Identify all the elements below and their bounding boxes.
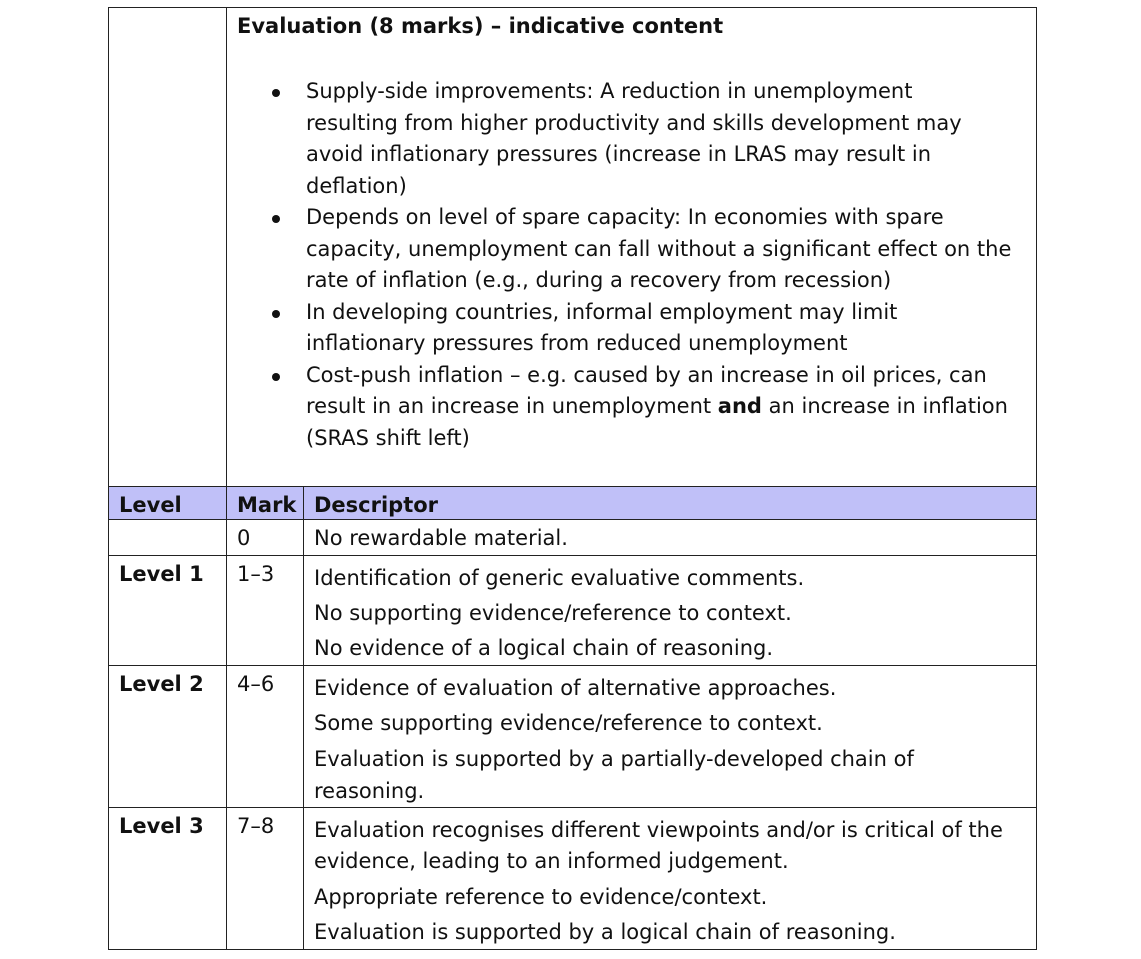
row-0-mark: 0 <box>237 526 251 550</box>
bullet-line: In developing countries, informal employment may limit <box>306 299 898 324</box>
border-right <box>1036 7 1037 950</box>
bullet-line: capacity, unemployment can fall without a significant effect on the <box>306 236 1012 261</box>
row-3-descriptor-line: Appropriate reference to evidence/context. <box>314 885 768 909</box>
divider-level-mark <box>226 7 227 950</box>
bullet-item <box>306 297 1031 360</box>
row-2-level: Level 2 <box>119 672 204 696</box>
row-1-mark: 1–3 <box>237 562 275 586</box>
header-descriptor: Descriptor <box>314 493 439 517</box>
row-2-descriptor-line: Evidence of evaluation of alternative approaches. <box>314 676 837 700</box>
bullet-bold-text: and <box>717 394 762 418</box>
section-title: Evaluation (8 marks) – indicative content <box>237 14 724 38</box>
border-bottom <box>108 949 1037 950</box>
row-3-descriptor-line: Evaluation recognises different viewpoints and/or is critical of the <box>314 818 1003 842</box>
divider-content-header <box>108 486 1037 487</box>
bullet-line: Cost-push inflation – e.g. caused by an increase in oil prices, can <box>306 362 987 387</box>
bullet-icon <box>272 215 280 223</box>
border-left <box>108 7 109 950</box>
bullet-icon <box>272 310 280 318</box>
border-top <box>108 7 1037 8</box>
bullet-icon <box>272 373 280 381</box>
bullet-line: deflation) <box>306 173 407 198</box>
row-3-descriptor-line: Evaluation is supported by a logical chain of reasoning. <box>314 920 896 944</box>
divider-row0-row1 <box>108 555 1037 556</box>
divider-row1-row2 <box>108 665 1037 666</box>
row-3-mark: 7–8 <box>237 814 275 838</box>
bullet-text: result in an increase in unemployment <box>306 394 718 418</box>
bullet-item <box>306 76 1031 202</box>
bullet-line: Depends on level of spare capacity: In economies with spare <box>306 205 944 229</box>
indicative-content-list <box>306 76 1031 454</box>
divider-row2-row3 <box>108 807 1037 808</box>
row-2-mark: 4–6 <box>237 672 275 696</box>
row-0-descriptor: No rewardable material. <box>314 526 568 550</box>
row-3-descriptor-line: evidence, leading to an informed judgement. <box>314 849 789 873</box>
row-1-descriptor-line: Identification of generic evaluative comments. <box>314 566 805 590</box>
header-level: Level <box>119 493 182 517</box>
bullet-line: (SRAS shift left) <box>306 425 470 450</box>
row-2-descriptor-line: reasoning. <box>314 779 425 803</box>
bullet-line: resulting from higher productivity and skills development may <box>306 110 962 135</box>
bullet-line: inflationary pressures from reduced unemployment <box>306 331 848 355</box>
bullet-line: avoid inflationary pressures (increase in LRAS may result in <box>306 142 932 166</box>
row-1-descriptor-line: No supporting evidence/reference to context. <box>314 601 792 625</box>
bullet-item <box>306 202 1031 297</box>
row-2-descriptor-line: Evaluation is supported by a partially-developed chain of <box>314 747 914 771</box>
bullet-line: Supply-side improvements: A reduction in unemployment <box>306 79 913 103</box>
bullet-item <box>306 360 1031 455</box>
bullet-line: rate of inflation (e.g., during a recovery from recession) <box>306 268 892 292</box>
header-mark: Mark <box>237 493 297 517</box>
row-1-level: Level 1 <box>119 562 204 586</box>
row-2-descriptor-line: Some supporting evidence/reference to context. <box>314 711 823 735</box>
row-1-descriptor-line: No evidence of a logical chain of reasoning. <box>314 636 774 660</box>
bullet-icon <box>272 89 280 97</box>
row-3-level: Level 3 <box>119 814 204 838</box>
bullet-text: an increase in inflation <box>761 394 1008 418</box>
bullet-line <box>306 391 1031 423</box>
